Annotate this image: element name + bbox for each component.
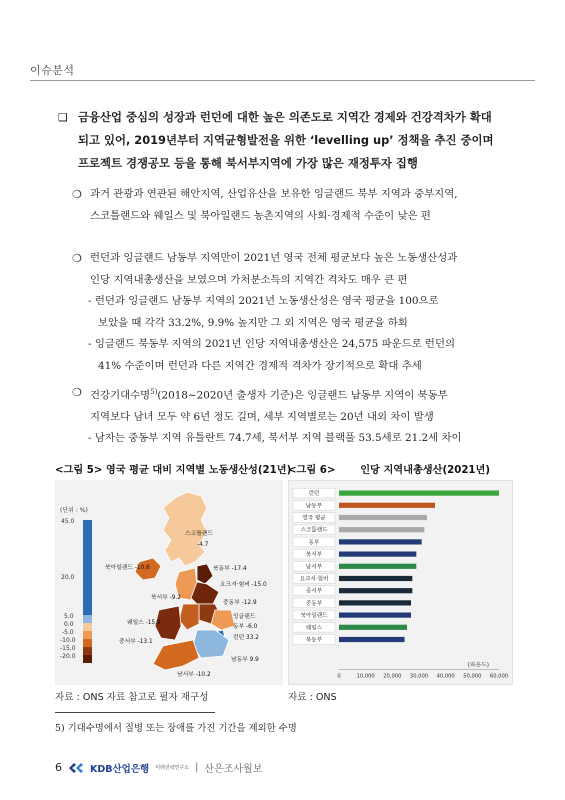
sub3-line-2: 지역보다 남녀 모두 약 6년 정도 길며, 세부 지역별로는 20년 내외 차이 발생 (90, 410, 434, 423)
sub3-line-1: 건강기대수명$^{5)}$(2018~2020년 출생자 기준)은 잉글랜드 남동부 지역이 북동부 (90, 388, 448, 402)
header-rule (30, 80, 535, 81)
x-tick-label: 60,000 (489, 673, 509, 680)
scale-tick: 0.0 (64, 621, 74, 628)
footnote: 5) 기대수명에서 질병 또는 장애를 가진 기간을 제외한 수명 (55, 723, 297, 734)
scale-unit: (단위 : %) (60, 507, 88, 514)
label-scotland-value: -4.7 (197, 542, 209, 548)
page-number: 6 (55, 761, 62, 774)
sub-bullet-1 (72, 184, 534, 227)
kdb-logo-icon (68, 762, 84, 774)
category-label: 웨일스 (305, 625, 323, 632)
bar (339, 552, 416, 557)
scale-tick: 5.0 (64, 613, 74, 620)
category-label: 중동부 (305, 600, 323, 607)
circle-bullet-icon: ❍ (72, 252, 82, 265)
label-south-west: 남서부 -10.2 (177, 672, 211, 678)
map-region-east (211, 610, 235, 630)
footnote-rule (55, 712, 215, 713)
bar (339, 588, 412, 593)
bar (339, 527, 424, 532)
sub2-dash-1-line-1: - 런던과 잉글랜드 남동부 지역의 2021년 노동생산성은 영국 평균을 100으로 (88, 295, 439, 307)
scale-seg-darkorange (83, 639, 92, 647)
figure5-source: 자료 : ONS 자료 참고로 필자 재구성 (55, 692, 209, 703)
category-label: 요크셔·험버 (299, 576, 329, 583)
sub-bullet-2 (72, 248, 534, 377)
x-tick-label: 50,000 (463, 673, 482, 680)
bar (339, 600, 411, 605)
circle-bullet-icon: ❍ (72, 188, 82, 201)
bar (339, 564, 416, 569)
sub2-dash-1-line-2: 보았을 때 각각 33.2%, 9.9% 높지만 그 외 지역은 영국 평균을 하회 (98, 316, 408, 329)
label-scotland: 스코틀랜드 (185, 531, 213, 537)
category-label: 북동부 (305, 637, 323, 644)
sub2-line-1: 런던과 잉글랜드 남동부 지역만이 2021년 영국 전체 평균보다 높은 노동생산성과 (90, 252, 458, 264)
logo-subtext: 미래전략연구소 (155, 765, 190, 771)
scale-tick: -20.0 (60, 653, 76, 660)
scale-seg-orange (83, 631, 92, 639)
bar (339, 539, 422, 544)
category-label: 북서부 (305, 552, 323, 559)
scale-seg-peach (83, 623, 92, 631)
main-bullet-line-1: 금융산업 중심의 성장과 런던에 대한 높은 의존도로 지역간 경제와 건강격차가 확대 (78, 110, 492, 124)
journal-name: 산은조사월보 (204, 764, 263, 775)
main-bullet-line-2: 되고 있어, 2019년부터 지역균형발전을 위한 ‘levelling up’ 정책을 추진 중이며 (78, 133, 494, 147)
label-north-west: 북서부 -9.2 (151, 595, 181, 601)
bar (339, 491, 499, 496)
scale-tick: -5.0 (62, 629, 74, 636)
category-label: 영국 평균 (302, 515, 326, 522)
figure6-title: <그림 6> 인당 지역내총생산(2021년) (288, 465, 491, 476)
figure5-map (55, 480, 283, 685)
label-north-east: 북동부 -17.4 (213, 566, 247, 572)
square-bullet-icon: ❑ (58, 111, 68, 124)
figure6-source: 자료 : ONS (288, 692, 337, 703)
scale-seg-lightblue (83, 615, 92, 623)
scale-seg-darkbrown (83, 655, 92, 663)
category-label: 남서부 (305, 564, 323, 571)
label-london: 런던 33.2 (233, 635, 259, 641)
footer-separator: | (195, 762, 199, 773)
bar (339, 515, 427, 520)
label-south-east: 남동부 9.9 (231, 657, 259, 663)
sub2-dash-2-line-1: - 잉글랜드 북동부 지역의 2021년 인당 지역내총생산은 24,575 파운드로 런던의 (88, 338, 456, 350)
bar (339, 637, 405, 642)
bar (339, 503, 435, 508)
bar (339, 613, 411, 618)
figure6-chart (288, 480, 513, 685)
x-tick-label: 10,000 (356, 673, 375, 680)
figure5-title: <그림 5> 영국 평균 대비 지역별 노동생산성(21년) (55, 465, 292, 476)
logo-text: KDB산업은행 (90, 763, 150, 775)
scale-tick: -15.0 (60, 645, 76, 652)
category-label: 중서부 (305, 588, 323, 595)
category-label: 남동부 (305, 503, 323, 510)
category-label: 동부 (308, 539, 320, 546)
main-bullet (58, 106, 528, 175)
scale-seg-blue (83, 520, 92, 615)
x-tick-label: 40,000 (436, 673, 455, 680)
label-northern-ireland: 북아일랜드 -10.6 (105, 565, 150, 571)
map-region-south-west (153, 640, 199, 670)
map-region-scotland (163, 492, 207, 566)
x-tick-label: 30,000 (409, 673, 429, 680)
scale-tick: 45.0 (61, 518, 75, 525)
section-tag: 이슈분석 (30, 64, 75, 77)
scale-tick: 20.0 (61, 574, 75, 581)
category-label: 런던 (308, 491, 320, 498)
sub2-line-2: 인당 지역내총생산을 보였으며 가처분소득의 지역간 격차도 매우 큰 편 (90, 273, 408, 286)
sub3-dash: - 남자는 중동부 지역 유틀란트 74.7세, 북서부 지역 블랙풀 53.5세로 21.2세 차이 (88, 432, 462, 445)
label-yorkshire: 요크셔·험버 -15.0 (220, 582, 267, 588)
x-tick-label: 20,000 (383, 673, 402, 680)
bar-chart-svg (289, 481, 512, 684)
category-label: 북아일랜드 (300, 613, 328, 620)
chart-unit: (파운드) (467, 662, 489, 669)
scale-seg-brown (83, 647, 92, 655)
label-east-midlands: 중동부 -12.9 (223, 600, 257, 606)
category-label: 스코틀랜드 (300, 527, 328, 534)
label-england: 잉글랜드 (233, 614, 256, 620)
sub1-line-2: 스코틀랜드와 웨일스 및 북아일랜드 농촌지역의 사회·경제적 수준이 낮은 편 (90, 209, 431, 222)
bar (339, 625, 407, 630)
map-region-west-midlands (179, 604, 199, 630)
label-east: 동부 -6.0 (233, 624, 258, 630)
sub1-line-1: 과거 관광과 연관된 해안지역, 산업유산을 보유한 잉글랜드 북부 지역과 중부지역, (90, 188, 458, 200)
x-tick-label: 0 (337, 673, 341, 680)
circle-bullet-icon: ❍ (72, 386, 82, 399)
map-region-north-east (197, 564, 213, 584)
page-footer (55, 760, 262, 775)
footnote-ref: 5) (150, 388, 158, 396)
sub-bullet-3 (72, 382, 534, 450)
main-bullet-line-3: 프로젝트 경쟁공모 등을 통해 북서부지역에 가장 많은 재정투자 집행 (78, 156, 418, 170)
label-wales: 웨일스 -15.9 (127, 620, 161, 626)
sub2-dash-2-line-2: 41% 수준이며 런던과 다른 지역간 경제적 격차가 장기적으로 확대 추세 (98, 359, 422, 372)
bar (339, 576, 412, 581)
label-west-midlands: 중서부 -13.1 (119, 639, 153, 645)
scale-tick: -10.0 (60, 637, 76, 644)
